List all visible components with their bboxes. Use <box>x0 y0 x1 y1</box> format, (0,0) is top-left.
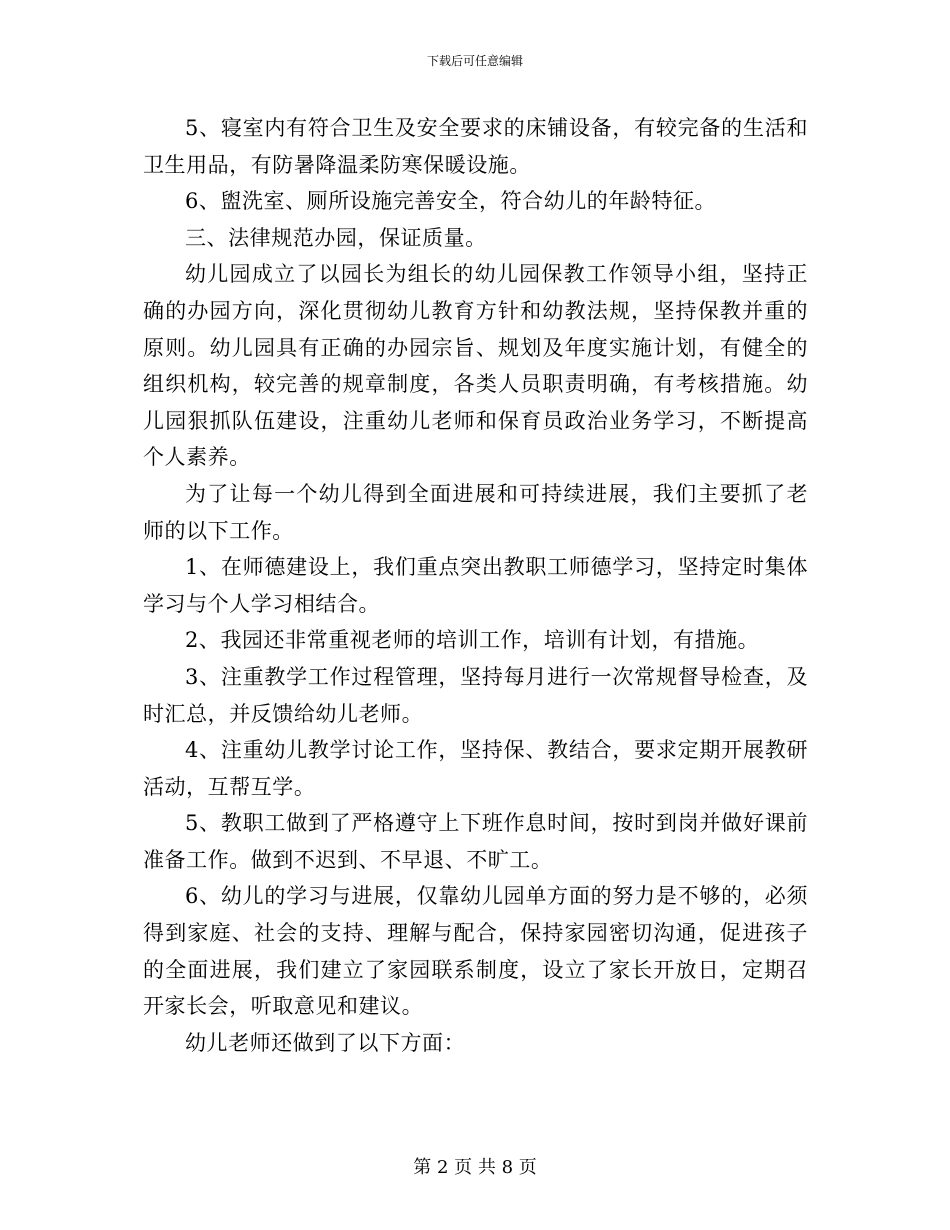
list-item: 6、幼儿的学习与进展，仅靠幼儿园单方面的努力是不够的，必须得到家庭、社会的支持、理解与配合，保持家园密切沟通，促进孩子的全面进展，我们建立了家园联系制度，设立了家长开放日，定期召开家长会，听取意见和建议。 <box>143 884 808 1019</box>
paragraph: 5、寝室内有符合卫生及安全要求的床铺设备，有较完备的生活和卫生用品，有防暑降温柔防寒保暖设施。 <box>143 116 808 177</box>
list-item: 1、在师德建设上，我们重点突出教职工师德学习，坚持定时集体学习与个人学习相结合。 <box>143 555 808 616</box>
page-number: 第 2 页 共 8 页 <box>413 1157 537 1178</box>
paragraph: 6、盥洗室、厕所设施完善安全，符合幼儿的年龄特征。 <box>185 189 717 214</box>
document-body <box>143 110 808 1061</box>
page-header: 下载后可任意编辑 <box>426 54 523 68</box>
list-item: 3、注重教学工作过程管理，坚持每月进行一次常规督导检查，及时汇总，并反馈给幼儿老师。 <box>143 664 808 726</box>
paragraph: 为了让每一个幼儿得到全面进展和可持续进展，我们主要抓了老师的以下工作。 <box>143 481 808 543</box>
list-item: 2、我园还非常重视老师的培训工作，培训有计划，有措施。 <box>185 628 760 653</box>
list-item: 5、教职工做到了严格遵守上下班作息时间，按时到岗并做好课前准备工作。做到不迟到、不早退、不旷工。 <box>143 811 808 872</box>
paragraph: 幼儿老师还做到了以下方面： <box>185 1030 466 1055</box>
paragraph: 幼儿园成立了以园长为组长的幼儿园保教工作领导小组，坚持正确的办园方向，深化贯彻幼儿教育方针和幼教法规，坚持保教并重的原则。幼儿园具有正确的办园宗旨、规划及年度实施计划，有健全的组织机构，较完善的规章制度，各类人员职责明确，有考核措施。幼儿园狠抓队伍建设，注重幼儿老师和保育员政治业务学习，不断提高个人素养。 <box>143 262 808 470</box>
section-heading: 三、法律规范办园，保证质量。 <box>185 225 487 250</box>
list-item: 4、注重幼儿教学讨论工作，坚持保、教结合，要求定期开展教研活动，互帮互学。 <box>143 738 808 799</box>
